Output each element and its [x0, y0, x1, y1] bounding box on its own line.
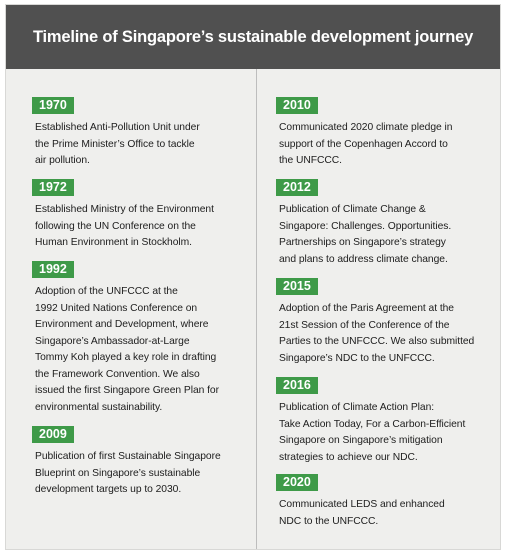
timeline-entry-2010	[276, 96, 494, 170]
entry-description: Communicated LEDS and enhanced NDC to the UNFCCC.	[279, 499, 445, 527]
timeline-entry-2015	[276, 277, 494, 367]
year-badge: 1970	[32, 97, 74, 114]
column-divider	[256, 69, 257, 549]
header-bar	[6, 5, 500, 69]
timeline-entry-2012	[276, 178, 494, 268]
entry-description: Established Anti-Pollution Unit under the Prime Minister’s Office to tackle air pollution.	[35, 122, 200, 166]
entry-description: Established Ministry of the Environment following the UN Conference on the Human Environment in Stockholm.	[35, 204, 214, 248]
year-badge: 2016	[276, 377, 318, 394]
year-badge: 2015	[276, 278, 318, 295]
timeline-entry-1972	[32, 178, 250, 252]
timeline-entry-2020	[276, 473, 494, 530]
year-badge: 2010	[276, 97, 318, 114]
timeline-entry-2009	[32, 425, 250, 499]
year-badge: 2009	[32, 426, 74, 443]
year-badge: 2012	[276, 179, 318, 196]
timeline-entry-1992	[32, 260, 250, 416]
timeline-panel	[5, 4, 501, 550]
timeline-entry-2016	[276, 376, 494, 466]
entry-description: Communicated 2020 climate pledge in support of the Copenhagen Accord to the UNFCCC.	[279, 122, 453, 166]
entry-description: Publication of first Sustainable Singapore Blueprint on Singapore’s sustainable development targets up to 2030.	[35, 451, 221, 495]
timeline-entry-1970	[32, 96, 250, 170]
page-title: Timeline of Singapore’s sustainable development journey	[32, 27, 474, 46]
entry-description: Publication of Climate Change & Singapore: Challenges. Opportunities. Partnerships on Singapore’s strategy and plans to address climate change.	[279, 204, 452, 265]
year-badge: 1972	[32, 179, 74, 196]
entry-description: Adoption of the UNFCCC at the 1992 United Nations Conference on Environment and Development, where Singapore’s Ambassador-at-Large Tommy Koh played a key role in drafting the Framework Convention. We also issued the first Singapore Green Plan for environmental sustainability.	[35, 286, 219, 413]
entry-description: Publication of Climate Action Plan: Take Action Today, For a Carbon-Efficient Singapore on Singapore’s mitigation strategies to achieve our NDC.	[279, 402, 466, 463]
year-badge: 1992	[32, 261, 74, 278]
entry-description: Adoption of the Paris Agreement at the 21st Session of the Conference of the Parties to the UNFCCC. We also submitted Singapore’s NDC to the UNFCCC.	[279, 303, 475, 364]
year-badge: 2020	[276, 474, 318, 491]
